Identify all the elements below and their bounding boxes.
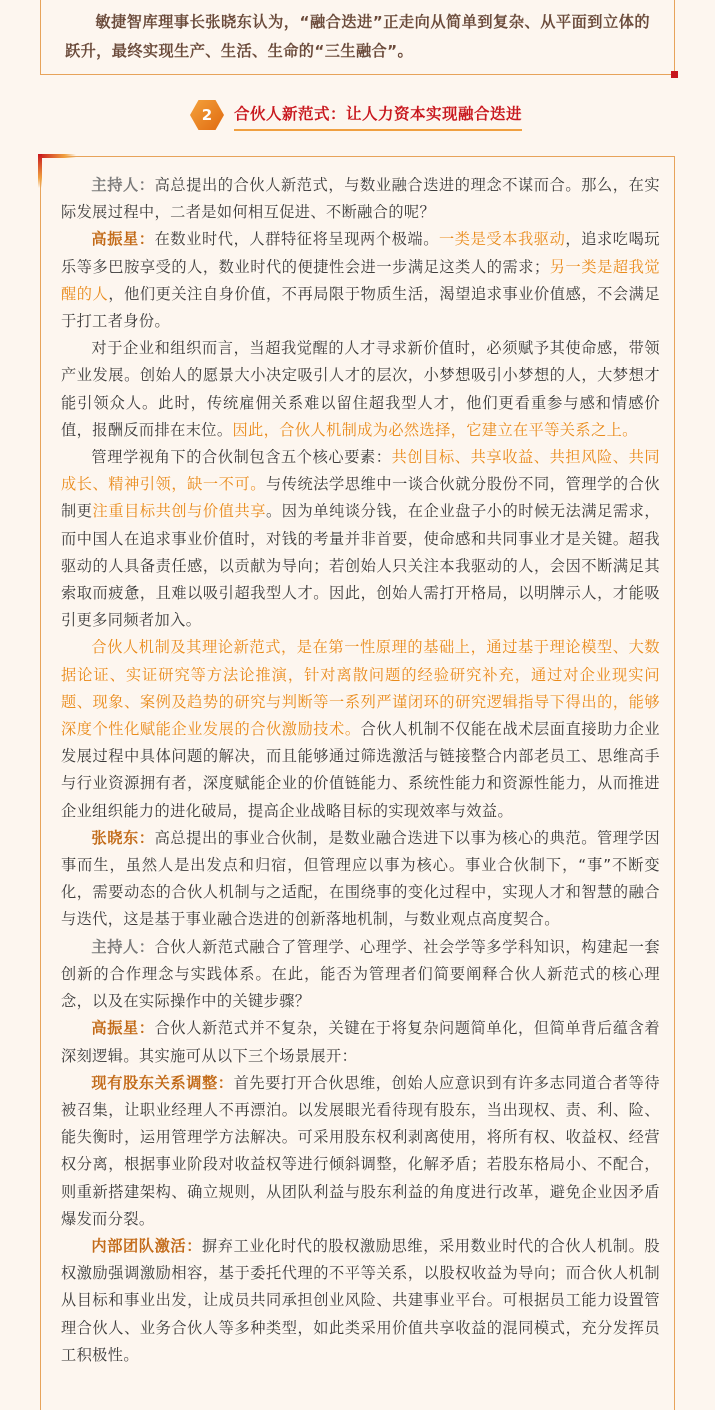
- speaker-label: 主持人：: [91, 176, 155, 194]
- article-paragraph: [61, 172, 660, 226]
- article-body: [61, 172, 660, 1369]
- intro-box: [40, 0, 675, 75]
- body-text: ，追求吃喝玩乐等多巴胺享受的人，数业时代的便捷性会进一步满足这类人的需求；: [61, 230, 660, 276]
- article-paragraph: [61, 1015, 660, 1069]
- highlight-text: 注重目标共创与价值共享: [92, 502, 266, 521]
- article-paragraph: [61, 226, 660, 335]
- article-paragraph: [61, 1070, 660, 1233]
- intro-paragraph: 敏捷智库理事长张晓东认为，“融合迭进”正走向从简单到复杂、从平面到立体的跃升，最终实现生产、生活、生命的“三生融合”。: [65, 13, 650, 60]
- speaker-label: 内部团队激活：: [91, 1236, 202, 1255]
- article-box: [40, 156, 675, 1410]
- speaker-label: 现有股东关系调整：: [91, 1073, 234, 1092]
- article-paragraph: [61, 934, 660, 1016]
- body-text: 。因为单纯谈分钱，在企业盘子小的时候无法满足需求，而中国人在追求事业价值时，对钱的考量并非首要，使命感和共同事业才是关键。超我驱动的人具备责任感，以贡献为导向；若创始人只关注本我驱动的人，会因不断满足其索取而疲惫，且难以吸引超我型人才。因此，创始人需打开格局，以明牌示人，才能吸引更多同频者加入。: [61, 502, 661, 630]
- article-paragraph: [61, 335, 660, 444]
- speaker-label: 主持人：: [91, 937, 155, 956]
- corner-accent: [671, 71, 678, 78]
- body-text: 高总提出的合伙人新范式，与数业融合迭进的理念不谋而合。那么，在实际发展过程中，二者是如何相互促进、不断融合的呢？: [61, 176, 660, 222]
- body-text: 首先要打开合伙思维，创始人应意识到有许多志同道合者等待被召集，让职业经理人不再漂泊。以发展眼光看待现有股东，当出现权、责、利、险、能失衡时，运用管理学方法解决。可采用股东权利剥离使用，将所有权、收益权、经营权分离，根据事业阶段对收益权等进行倾斜调整，化解矛盾；若股东格局小、不配合，则重新搭建架构、确立规则，从团队利益与股东利益的角度进行改革，避免企业因矛盾爆发而分裂。: [61, 1073, 660, 1228]
- article-paragraph: [61, 825, 660, 934]
- section-number: 2: [201, 106, 213, 124]
- corner-accent-vertical: [38, 154, 42, 188]
- section-header: [190, 100, 522, 130]
- highlight-text: 共创目标、共享收益、共担风险、共同成长、精神引领，缺一不可。: [61, 448, 660, 494]
- article-paragraph: [61, 634, 660, 824]
- body-text: 在数业时代，人群特征将呈现两个极端。: [154, 230, 439, 249]
- body-text: 合伙人新范式并不复杂，关键在于将复杂问题简单化，但简单背后蕴含着深刻逻辑。其实施可从以下三个场景展开：: [61, 1019, 660, 1065]
- body-text: ，他们更关注自身价值，不再局限于物质生活，渴望追求事业价值感，不会满足于打工者身份。: [61, 284, 661, 331]
- body-text: 对于企业和组织而言，当超我觉醒的人才寻求新价值时，必须赋予其使命感，带领产业发展。创始人的愿景大小决定吸引人才的层次，小梦想吸引小梦想的人，大梦想才能引领众人。此时，传统雇佣关系难以留住超我型人才，他们更看重参与感和情感价值，报酬反而排在末位。: [61, 339, 660, 439]
- highlight-text: 合伙人机制及其理论新范式，是在第一性原理的基础上，通过基于理论模型、大数据论证、实证研究等方法论推演，针对离散问题的经验研究补充，通过对企业现实问题、现象、案例及趋势的研究与判断等一系列严谨闭环的研究逻辑指导下得出的，能够深度个性化赋能企业发展的合伙激励技术。: [61, 638, 660, 739]
- section-title: 合伙人新范式：让人力资本实现融合迭进: [234, 103, 522, 131]
- article-paragraph: [61, 444, 660, 634]
- body-text: 合伙人机制不仅能在战术层面直接助力企业发展过程中具体问题的解决，而且能够通过筛选激活与链接整合内部老员工、思维高手与行业资源拥有者，深度赋能企业的价值链能力、系统性能力和资源性能力，从而推进企业组织能力的进化破局，提高企业战略目标的实现效率与效益。: [61, 720, 660, 820]
- speaker-label: 高振星：: [91, 1019, 155, 1038]
- corner-accent-horizontal: [38, 154, 76, 158]
- body-text: 与传统法学思维中一谈合伙就分股份不同，管理学的合伙制更: [61, 475, 660, 521]
- highlight-text: 另一类是超我觉醒的人: [61, 257, 660, 303]
- body-text: 高总提出的事业合伙制，是数业融合迭进下以事为核心的典范。管理学因事而生，虽然人是出发点和归宿，但管理应以事为核心。事业合伙制下，“事”不断变化，需要动态的合伙人机制与之适配，在围绕事的变化过程中，实现人才和智慧的融合与迭代，这是基于事业融合迭进的创新落地机制，与数业观点高度契合。: [61, 828, 660, 929]
- body-text: 管理学视角下的合伙制包含五个核心要素：: [91, 448, 392, 467]
- highlight-text: 一类是受本我驱动: [439, 230, 566, 249]
- speaker-label: 高振星：: [91, 230, 155, 249]
- section-number-badge: [190, 100, 224, 130]
- body-text: 合伙人新范式融合了管理学、心理学、社会学等多学科知识，构建起一套创新的合作理念与实践体系。在此，能否为管理者们简要阐释合伙人新范式的核心理念，以及在实际操作中的关键步骤？: [61, 937, 660, 1011]
- highlight-text: 因此，合伙人机制成为必然选择，它建立在平等关系之上。: [232, 420, 638, 439]
- body-text: 摒弃工业化时代的股权激励思维，采用数业时代的合伙人机制。股权激励强调激励相容，基于委托代理的不平等关系，以股权收益为导向；而合伙人机制从目标和事业出发，让成员共同承担创业风险、共建事业平台。可根据员工能力设置管理合伙人、业务合伙人等多种类型，如此类采用价值共享收益的混同模式，充分发挥员工积极性。: [61, 1236, 660, 1364]
- article-paragraph: [61, 1233, 660, 1369]
- speaker-label: 张晓东：: [91, 828, 155, 847]
